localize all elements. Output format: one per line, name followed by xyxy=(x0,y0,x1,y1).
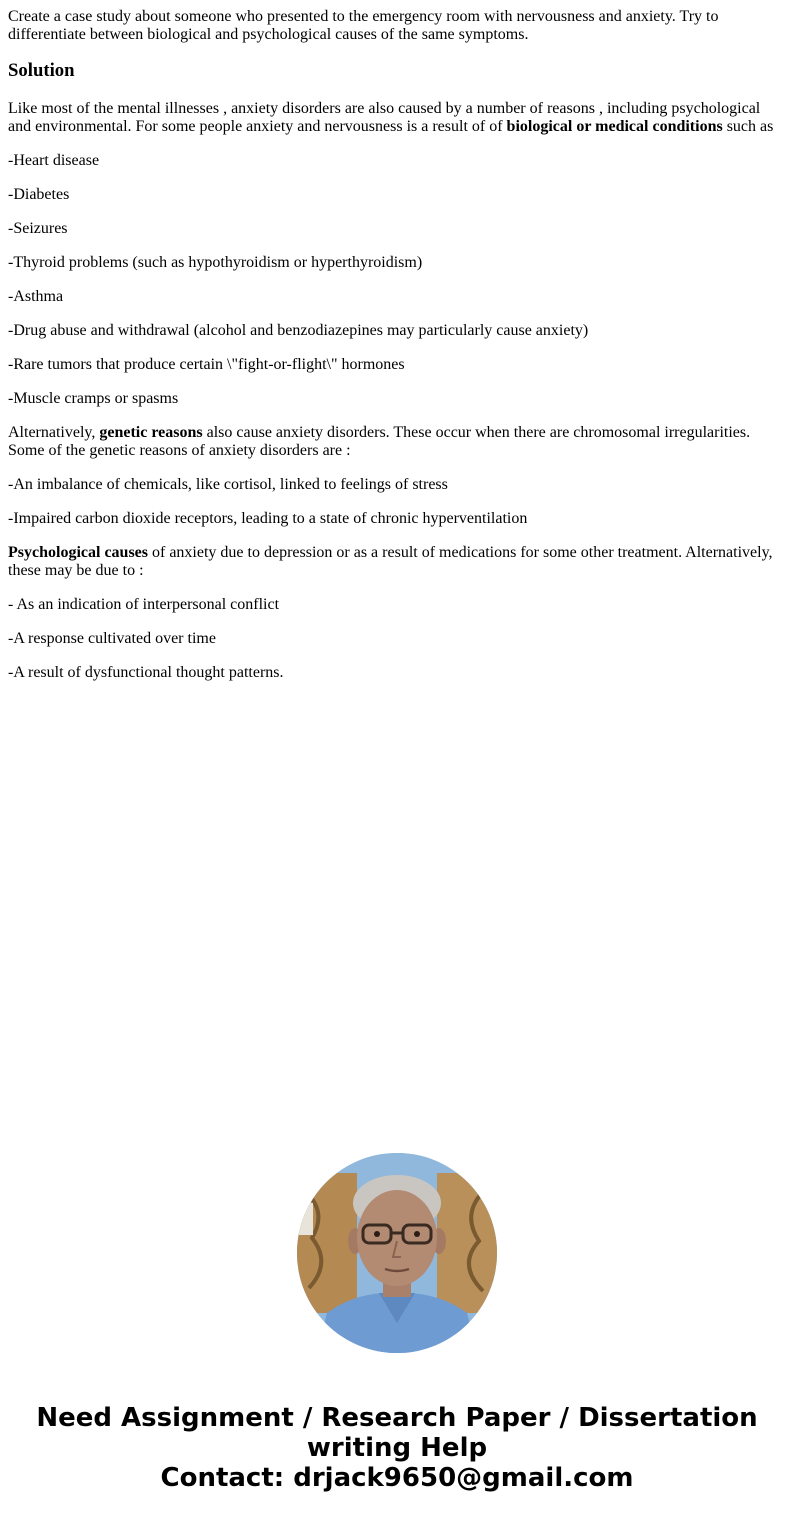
list-item-drug-abuse: -Drug abuse and withdrawal (alcohol and benzodiazepines may particularly cause anxiety) xyxy=(8,322,589,339)
avatar xyxy=(297,1153,497,1353)
banner-line-2: writing Help xyxy=(306,1433,488,1463)
list-item-co2-receptors: -Impaired carbon dioxide receptors, leading to a state of chronic hyperventilation xyxy=(8,510,528,527)
psychological-text-after: of anxiety due to depression or as a result of medications for some other treatment. Alternatively, these may be due to : xyxy=(8,544,773,579)
intro-text-after: such as xyxy=(722,118,774,135)
genetic-bold: genetic reasons xyxy=(99,424,203,441)
intro-paragraph xyxy=(8,100,786,136)
list-item-response-over-time: -A response cultivated over time xyxy=(8,630,216,647)
list-item-diabetes: -Diabetes xyxy=(8,186,70,203)
banner-line-1: Need Assignment / Research Paper / Dissertation xyxy=(36,1403,758,1433)
question-text: Create a case study about someone who presented to the emergency room with nervousness and anxiety. Try to differentiate between biological and psychological causes of the same symptoms. xyxy=(8,8,719,43)
help-contact-banner xyxy=(0,1403,794,1493)
genetic-text-after: also cause anxiety disorders. These occur when there are chromosomal irregularities. Some of the genetic reasons of anxiety disorders are : xyxy=(8,424,751,459)
genetic-paragraph xyxy=(8,424,786,460)
genetic-text-before: Alternatively, xyxy=(8,424,100,441)
banner-contact-email: Contact: drjack9650@gmail.com xyxy=(160,1463,634,1493)
psychological-paragraph xyxy=(8,544,786,580)
intro-text-before: Like most of the mental illnesses , anxiety disorders are also caused by a number of reasons , including psychological and environmental. For some people anxiety and nervousness is a result of of xyxy=(8,100,761,135)
promo-footer xyxy=(0,1153,794,1493)
list-item-rare-tumors: -Rare tumors that produce certain \"fight-or-flight\" hormones xyxy=(8,356,405,373)
avatar-portrait-image xyxy=(297,1153,497,1353)
solution-heading: Solution xyxy=(8,60,75,81)
list-item-thyroid: -Thyroid problems (such as hypothyroidism or hyperthyroidism) xyxy=(8,254,423,271)
answer-document xyxy=(8,8,786,698)
list-item-interpersonal-conflict: - As an indication of interpersonal conflict xyxy=(8,596,280,613)
intro-bold: biological or medical conditions xyxy=(506,118,723,135)
list-item-muscle-cramps: -Muscle cramps or spasms xyxy=(8,390,179,407)
list-item-dysfunctional-thought: -A result of dysfunctional thought patterns. xyxy=(8,664,284,681)
list-item-chemical-imbalance: -An imbalance of chemicals, like cortisol, linked to feelings of stress xyxy=(8,476,448,493)
list-item-heart-disease: -Heart disease xyxy=(8,152,100,169)
list-item-seizures: -Seizures xyxy=(8,220,68,237)
psychological-bold: Psychological causes xyxy=(8,544,148,561)
list-item-asthma: -Asthma xyxy=(8,288,64,305)
